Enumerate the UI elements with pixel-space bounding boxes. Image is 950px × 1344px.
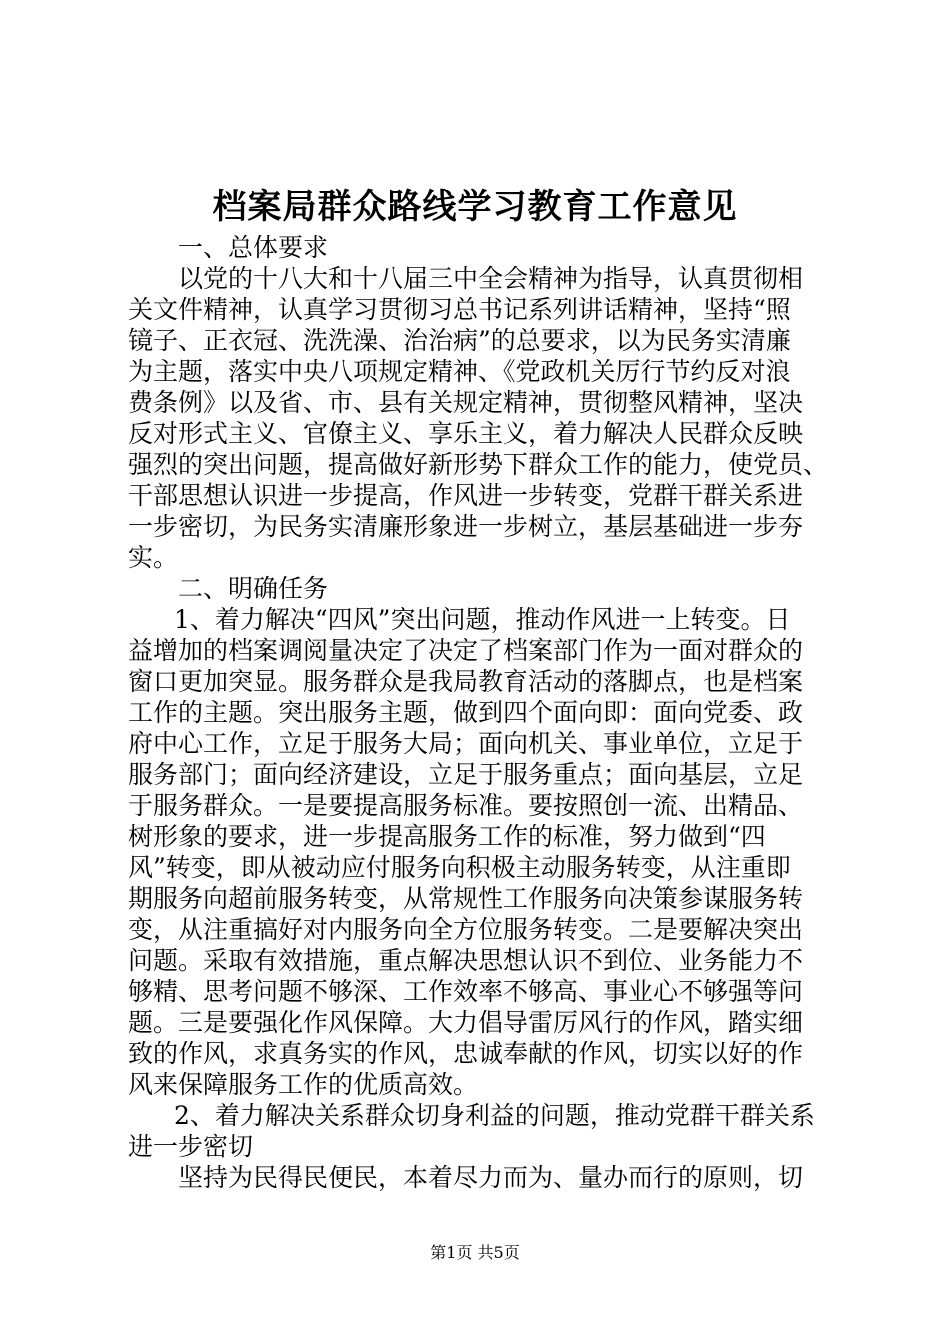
paragraph-line: 风来保障服务工作的优质高效。 xyxy=(128,1070,479,1099)
paragraph-line: 坚持为民得民便民，本着尽力而为、量办而行的原则，切 xyxy=(178,1163,804,1192)
paragraph-line: 风”转变，即从被动应付服务向积极主动服务转变，从注重即 xyxy=(128,853,791,882)
paragraph-line: 够精、思考问题不够深、工作效率不够高、事业心不够强等问 xyxy=(128,977,804,1006)
section-heading-define-tasks: 二、明确任务 xyxy=(178,574,329,603)
paragraph-line: 益增加的档案调阅量决定了决定了档案部门作为一面对群众的 xyxy=(128,636,804,665)
page-footer: 第1页 共5页 xyxy=(430,1243,520,1262)
paragraph-line: 实。 xyxy=(128,543,179,572)
paragraph-line: 反对形式主义、官僚主义、享乐主义，着力解决人民群众反映 xyxy=(128,419,804,448)
paragraph-line: 服务部门；面向经济建设，立足于服务重点；面向基层，立足 xyxy=(128,760,804,789)
document-title: 档案局群众路线学习教育工作意见 xyxy=(212,187,738,227)
paragraph-line: 1、着力解决“四风”突出问题，推动作风进一上转变。日 xyxy=(174,605,791,634)
paragraph-line: 变，从注重搞好对内服务向全方位服务转变。二是要解决突出 xyxy=(128,915,804,944)
paragraph-line: 以党的十八大和十八届三中全会精神为指导，认真贯彻相 xyxy=(178,264,804,293)
paragraph-line: 为主题，落实中央八项规定精神、《党政机关厉行节约反对浪 xyxy=(128,357,791,386)
paragraph-line: 强烈的突出问题，提高做好新形势下群众工作的能力，使党员、 xyxy=(128,450,829,479)
paragraph-line: 期服务向超前服务转变，从常规性工作服务向决策参谋服务转 xyxy=(128,884,804,913)
paragraph-line: 工作的主题。突出服务主题，做到四个面向即：面向党委、政 xyxy=(128,698,804,727)
paragraph-line: 干部思想认识进一步提高，作风进一步转变，党群干群关系进 xyxy=(128,481,804,510)
section-heading-overall-requirements: 一、总体要求 xyxy=(178,233,329,262)
paragraph-line: 镜子、正衣冠、洗洗澡、治治病”的总要求，以为民务实清廉 xyxy=(128,326,791,355)
paragraph-line: 2、着力解决关系群众切身利益的问题，推动党群干群关系 xyxy=(174,1101,815,1130)
paragraph-line: 于服务群众。一是要提高服务标准。要按照创一流、出精品、 xyxy=(128,791,804,820)
paragraph-line: 树形象的要求，进一步提高服务工作的标准，努力做到“四 xyxy=(128,822,766,851)
paragraph-line: 问题。采取有效措施，重点解决思想认识不到位、业务能力不 xyxy=(128,946,804,975)
paragraph-line: 致的作风，求真务实的作风，忠诚奉献的作风，切实以好的作 xyxy=(128,1039,804,1068)
paragraph-line: 府中心工作，立足于服务大局；面向机关、事业单位，立足于 xyxy=(128,729,804,758)
paragraph-line: 进一步密切 xyxy=(128,1132,254,1161)
paragraph-line: 一步密切，为民务实清廉形象进一步树立，基层基础进一步夯 xyxy=(128,512,804,541)
paragraph-line: 题。三是要强化作风保障。大力倡导雷厉风行的作风，踏实细 xyxy=(128,1008,804,1037)
document-body xyxy=(128,232,840,1193)
paragraph-line: 关文件精神，认真学习贯彻习总书记系列讲话精神，坚持“照 xyxy=(128,295,791,324)
paragraph-line: 窗口更加突显。服务群众是我局教育活动的落脚点，也是档案 xyxy=(128,667,804,696)
paragraph-line: 费条例》以及省、市、县有关规定精神，贯彻整风精神，坚决 xyxy=(128,388,804,417)
